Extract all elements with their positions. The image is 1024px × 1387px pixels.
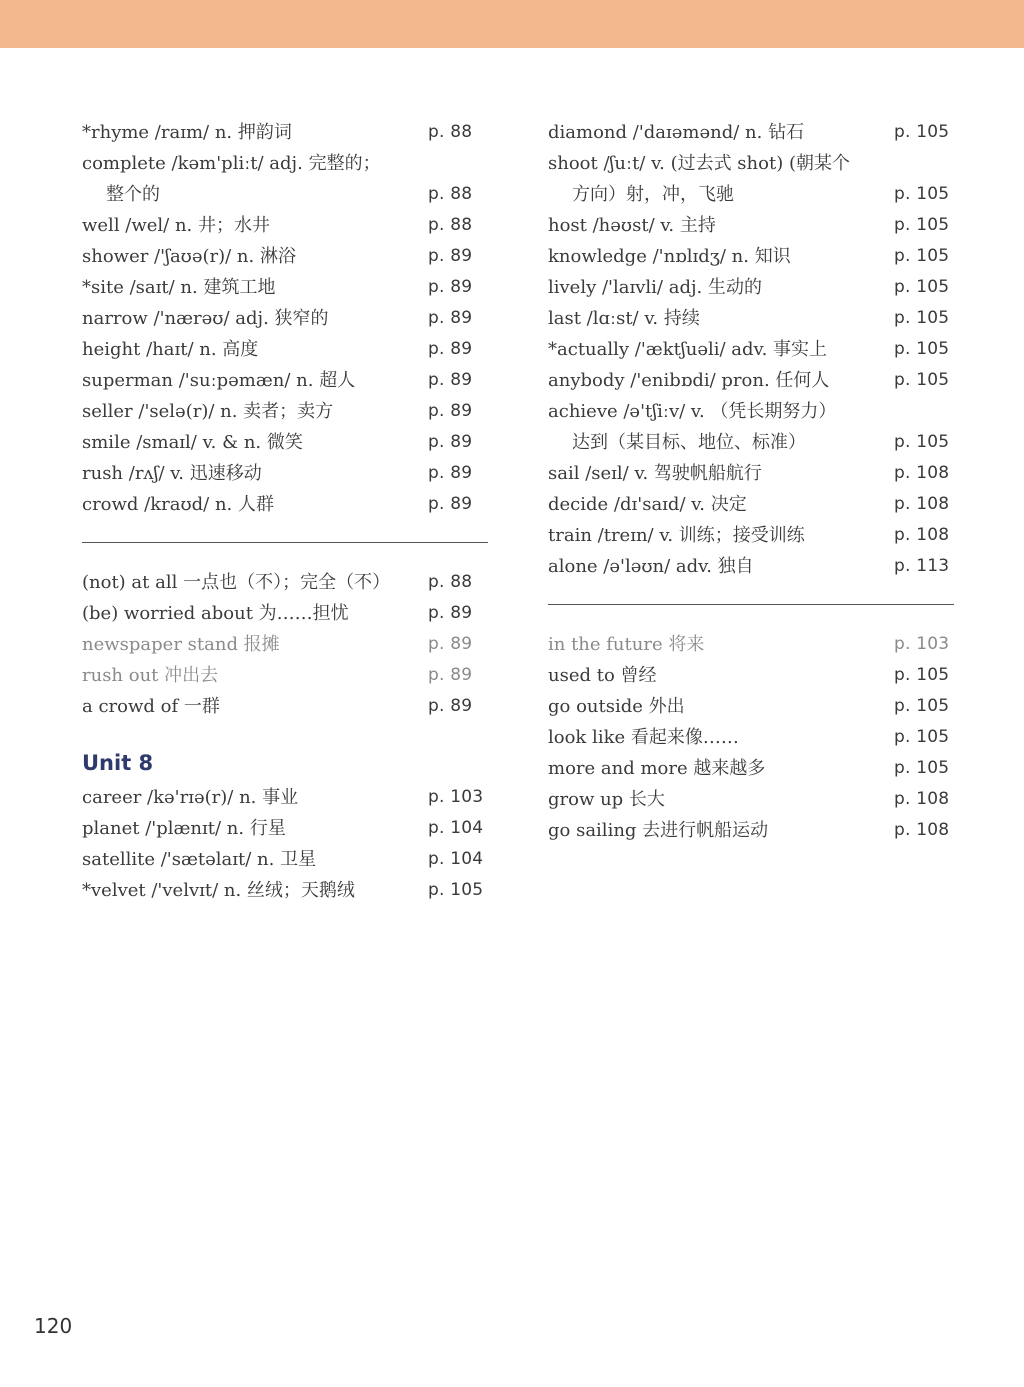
entry-text: go sailing 去进行帆船运动 xyxy=(548,820,769,841)
entry-text: height /haɪt/ n. 高度 xyxy=(82,339,259,360)
glossary-entry xyxy=(82,241,492,272)
entry-text: achieve /ə'tʃiːv/ v. （凭长期努力） xyxy=(548,401,837,422)
entry-text: planet /'plænɪt/ n. 行星 xyxy=(82,818,286,839)
entry-text: rush out 冲出去 xyxy=(82,665,219,686)
entry-text: train /treɪn/ v. 训练；接受训练 xyxy=(548,525,805,546)
glossary-entry xyxy=(82,427,492,458)
entry-text: career /kə'rɪə(r)/ n. 事业 xyxy=(82,787,299,808)
entry-page-ref: p. 89 xyxy=(428,463,473,483)
left-column xyxy=(82,117,492,906)
entry-text: sail /seɪl/ v. 驾驶帆船航行 xyxy=(548,463,762,484)
entry-page-ref: p. 88 xyxy=(428,572,473,592)
glossary-entry xyxy=(548,303,958,334)
glossary-entry xyxy=(548,334,958,365)
entry-page-ref: p. 108 xyxy=(894,494,950,514)
entry-page-ref: p. 89 xyxy=(428,277,473,297)
unit-vocab-list xyxy=(82,782,492,906)
entry-page-ref: p. 105 xyxy=(894,339,950,359)
glossary-entry xyxy=(82,148,492,179)
entry-page-ref: p. 105 xyxy=(894,308,950,328)
entry-page-ref: p. 89 xyxy=(428,370,473,390)
glossary-entry xyxy=(548,396,958,427)
entry-text: lively /'laɪvli/ adj. 生动的 xyxy=(548,277,762,298)
entry-text: 整个的 xyxy=(106,184,160,205)
glossary-entry xyxy=(548,365,958,396)
glossary-entry xyxy=(548,179,958,210)
header-color-band xyxy=(0,0,1024,48)
entry-text: newspaper stand 报摊 xyxy=(82,634,280,655)
glossary-entry xyxy=(82,691,492,722)
entry-page-ref: p. 89 xyxy=(428,339,473,359)
entry-page-ref: p. 105 xyxy=(894,696,950,716)
glossary-entry xyxy=(548,427,958,458)
entry-page-ref: p. 89 xyxy=(428,432,473,452)
entry-page-ref: p. 105 xyxy=(894,370,950,390)
entry-text: *site /saɪt/ n. 建筑工地 xyxy=(82,277,276,298)
entry-page-ref: p. 108 xyxy=(894,463,950,483)
entry-text: (be) worried about 为……担忧 xyxy=(82,603,349,624)
entry-page-ref: p. 89 xyxy=(428,308,473,328)
entry-text: 达到（某目标、地位、标准） xyxy=(572,432,806,453)
glossary-entry xyxy=(548,272,958,303)
entry-text: alone /ə'ləʊn/ adv. 独自 xyxy=(548,556,754,577)
entry-page-ref: p. 89 xyxy=(428,603,473,623)
entry-page-ref: p. 88 xyxy=(428,122,473,142)
entry-text: well /wel/ n. 井；水井 xyxy=(82,215,270,236)
glossary-entry xyxy=(82,334,492,365)
entry-text: knowledge /'nɒlɪdʒ/ n. 知识 xyxy=(548,246,791,267)
entry-text: complete /kəm'pliːt/ adj. 完整的； xyxy=(82,153,381,174)
glossary-entry xyxy=(82,179,492,210)
glossary-entry xyxy=(548,691,958,722)
entry-text: (not) at all 一点也（不）；完全（不） xyxy=(82,572,391,593)
entry-text: shoot /ʃuːt/ v. (过去式 shot) (朝某个 xyxy=(548,153,850,174)
glossary-entry xyxy=(82,458,492,489)
entry-page-ref: p. 89 xyxy=(428,494,473,514)
entry-text: a crowd of 一群 xyxy=(82,696,220,717)
glossary-entry xyxy=(548,210,958,241)
right-vocab-list xyxy=(548,117,958,582)
entry-page-ref: p. 89 xyxy=(428,696,473,716)
entry-text: *actually /'æktʃuəli/ adv. 事实上 xyxy=(548,339,828,360)
entry-text: used to 曾经 xyxy=(548,665,657,686)
entry-text: diamond /'daɪəmənd/ n. 钻石 xyxy=(548,122,805,143)
glossary-entry xyxy=(82,396,492,427)
entry-text: rush /rʌʃ/ v. 迅速移动 xyxy=(82,463,262,484)
right-divider xyxy=(548,604,954,605)
glossary-entry xyxy=(548,520,958,551)
page-number: 120 xyxy=(34,1314,73,1338)
entry-text: grow up 长大 xyxy=(548,789,665,810)
glossary-entry xyxy=(82,567,492,598)
glossary-entry xyxy=(548,551,958,582)
glossary-entry xyxy=(548,753,958,784)
entry-page-ref: p. 105 xyxy=(894,277,950,297)
entry-page-ref: p. 105 xyxy=(894,246,950,266)
entry-page-ref: p. 105 xyxy=(428,880,484,900)
glossary-entry xyxy=(82,365,492,396)
glossary-entry xyxy=(82,660,492,691)
entry-text: *rhyme /raɪm/ n. 押韵词 xyxy=(82,122,292,143)
glossary-entry xyxy=(548,660,958,691)
unit-heading: Unit 8 xyxy=(82,751,154,775)
entry-text: go outside 外出 xyxy=(548,696,685,717)
glossary-entry xyxy=(82,272,492,303)
entry-text: satellite /'sætəlaɪt/ n. 卫星 xyxy=(82,849,317,870)
glossary-entry xyxy=(548,629,958,660)
glossary-entry xyxy=(82,117,492,148)
glossary-entry xyxy=(82,782,492,813)
entry-text: *velvet /'velvɪt/ n. 丝绒；天鹅绒 xyxy=(82,880,355,901)
entry-text: shower /'ʃaʊə(r)/ n. 淋浴 xyxy=(82,246,296,267)
entry-page-ref: p. 104 xyxy=(428,849,484,869)
entry-page-ref: p. 103 xyxy=(894,634,950,654)
glossary-entry xyxy=(82,844,492,875)
entry-page-ref: p. 88 xyxy=(428,215,473,235)
glossary-entry xyxy=(548,722,958,753)
entry-page-ref: p. 89 xyxy=(428,401,473,421)
entry-page-ref: p. 105 xyxy=(894,215,950,235)
entry-page-ref: p. 89 xyxy=(428,246,473,266)
glossary-entry xyxy=(548,489,958,520)
glossary-entry xyxy=(548,815,958,846)
entry-page-ref: p. 108 xyxy=(894,820,950,840)
entry-text: host /həʊst/ v. 主持 xyxy=(548,215,716,236)
entry-text: in the future 将来 xyxy=(548,634,705,655)
glossary-entry xyxy=(548,117,958,148)
glossary-entry xyxy=(548,148,958,179)
entry-page-ref: p. 105 xyxy=(894,727,950,747)
entry-text: decide /dɪ'saɪd/ v. 决定 xyxy=(548,494,747,515)
glossary-entry xyxy=(82,598,492,629)
entry-page-ref: p. 105 xyxy=(894,665,950,685)
entry-text: look like 看起来像…… xyxy=(548,727,739,748)
entry-page-ref: p. 89 xyxy=(428,634,473,654)
right-phrase-list xyxy=(548,629,958,846)
entry-page-ref: p. 105 xyxy=(894,184,950,204)
entry-page-ref: p. 105 xyxy=(894,758,950,778)
glossary-entry xyxy=(82,813,492,844)
entry-text: 方向）射，冲，飞驰 xyxy=(572,184,734,205)
glossary-entry xyxy=(548,784,958,815)
glossary-entry xyxy=(82,303,492,334)
entry-text: narrow /'nærəʊ/ adj. 狭窄的 xyxy=(82,308,329,329)
left-divider xyxy=(82,542,488,543)
glossary-entry xyxy=(548,458,958,489)
entry-page-ref: p. 108 xyxy=(894,525,950,545)
entry-page-ref: p. 104 xyxy=(428,818,484,838)
left-vocab-list xyxy=(82,117,492,520)
glossary-entry xyxy=(548,241,958,272)
entry-page-ref: p. 113 xyxy=(894,556,950,576)
entry-page-ref: p. 105 xyxy=(894,122,950,142)
entry-text: more and more 越来越多 xyxy=(548,758,766,779)
entry-text: anybody /'enibɒdi/ pron. 任何人 xyxy=(548,370,830,391)
entry-page-ref: p. 105 xyxy=(894,432,950,452)
glossary-entry xyxy=(82,875,492,906)
glossary-entry xyxy=(82,210,492,241)
entry-text: seller /'selə(r)/ n. 卖者；卖方 xyxy=(82,401,334,422)
glossary-entry xyxy=(82,629,492,660)
right-column xyxy=(548,117,958,846)
entry-page-ref: p. 88 xyxy=(428,184,473,204)
entry-text: last /lɑːst/ v. 持续 xyxy=(548,308,700,329)
entry-page-ref: p. 89 xyxy=(428,665,473,685)
entry-page-ref: p. 103 xyxy=(428,787,484,807)
entry-text: smile /smaɪl/ v. & n. 微笑 xyxy=(82,432,303,453)
entry-text: crowd /kraʊd/ n. 人群 xyxy=(82,494,274,515)
entry-page-ref: p. 108 xyxy=(894,789,950,809)
glossary-entry xyxy=(82,489,492,520)
entry-text: superman /'suːpəmæn/ n. 超人 xyxy=(82,370,356,391)
left-phrase-list xyxy=(82,567,492,722)
